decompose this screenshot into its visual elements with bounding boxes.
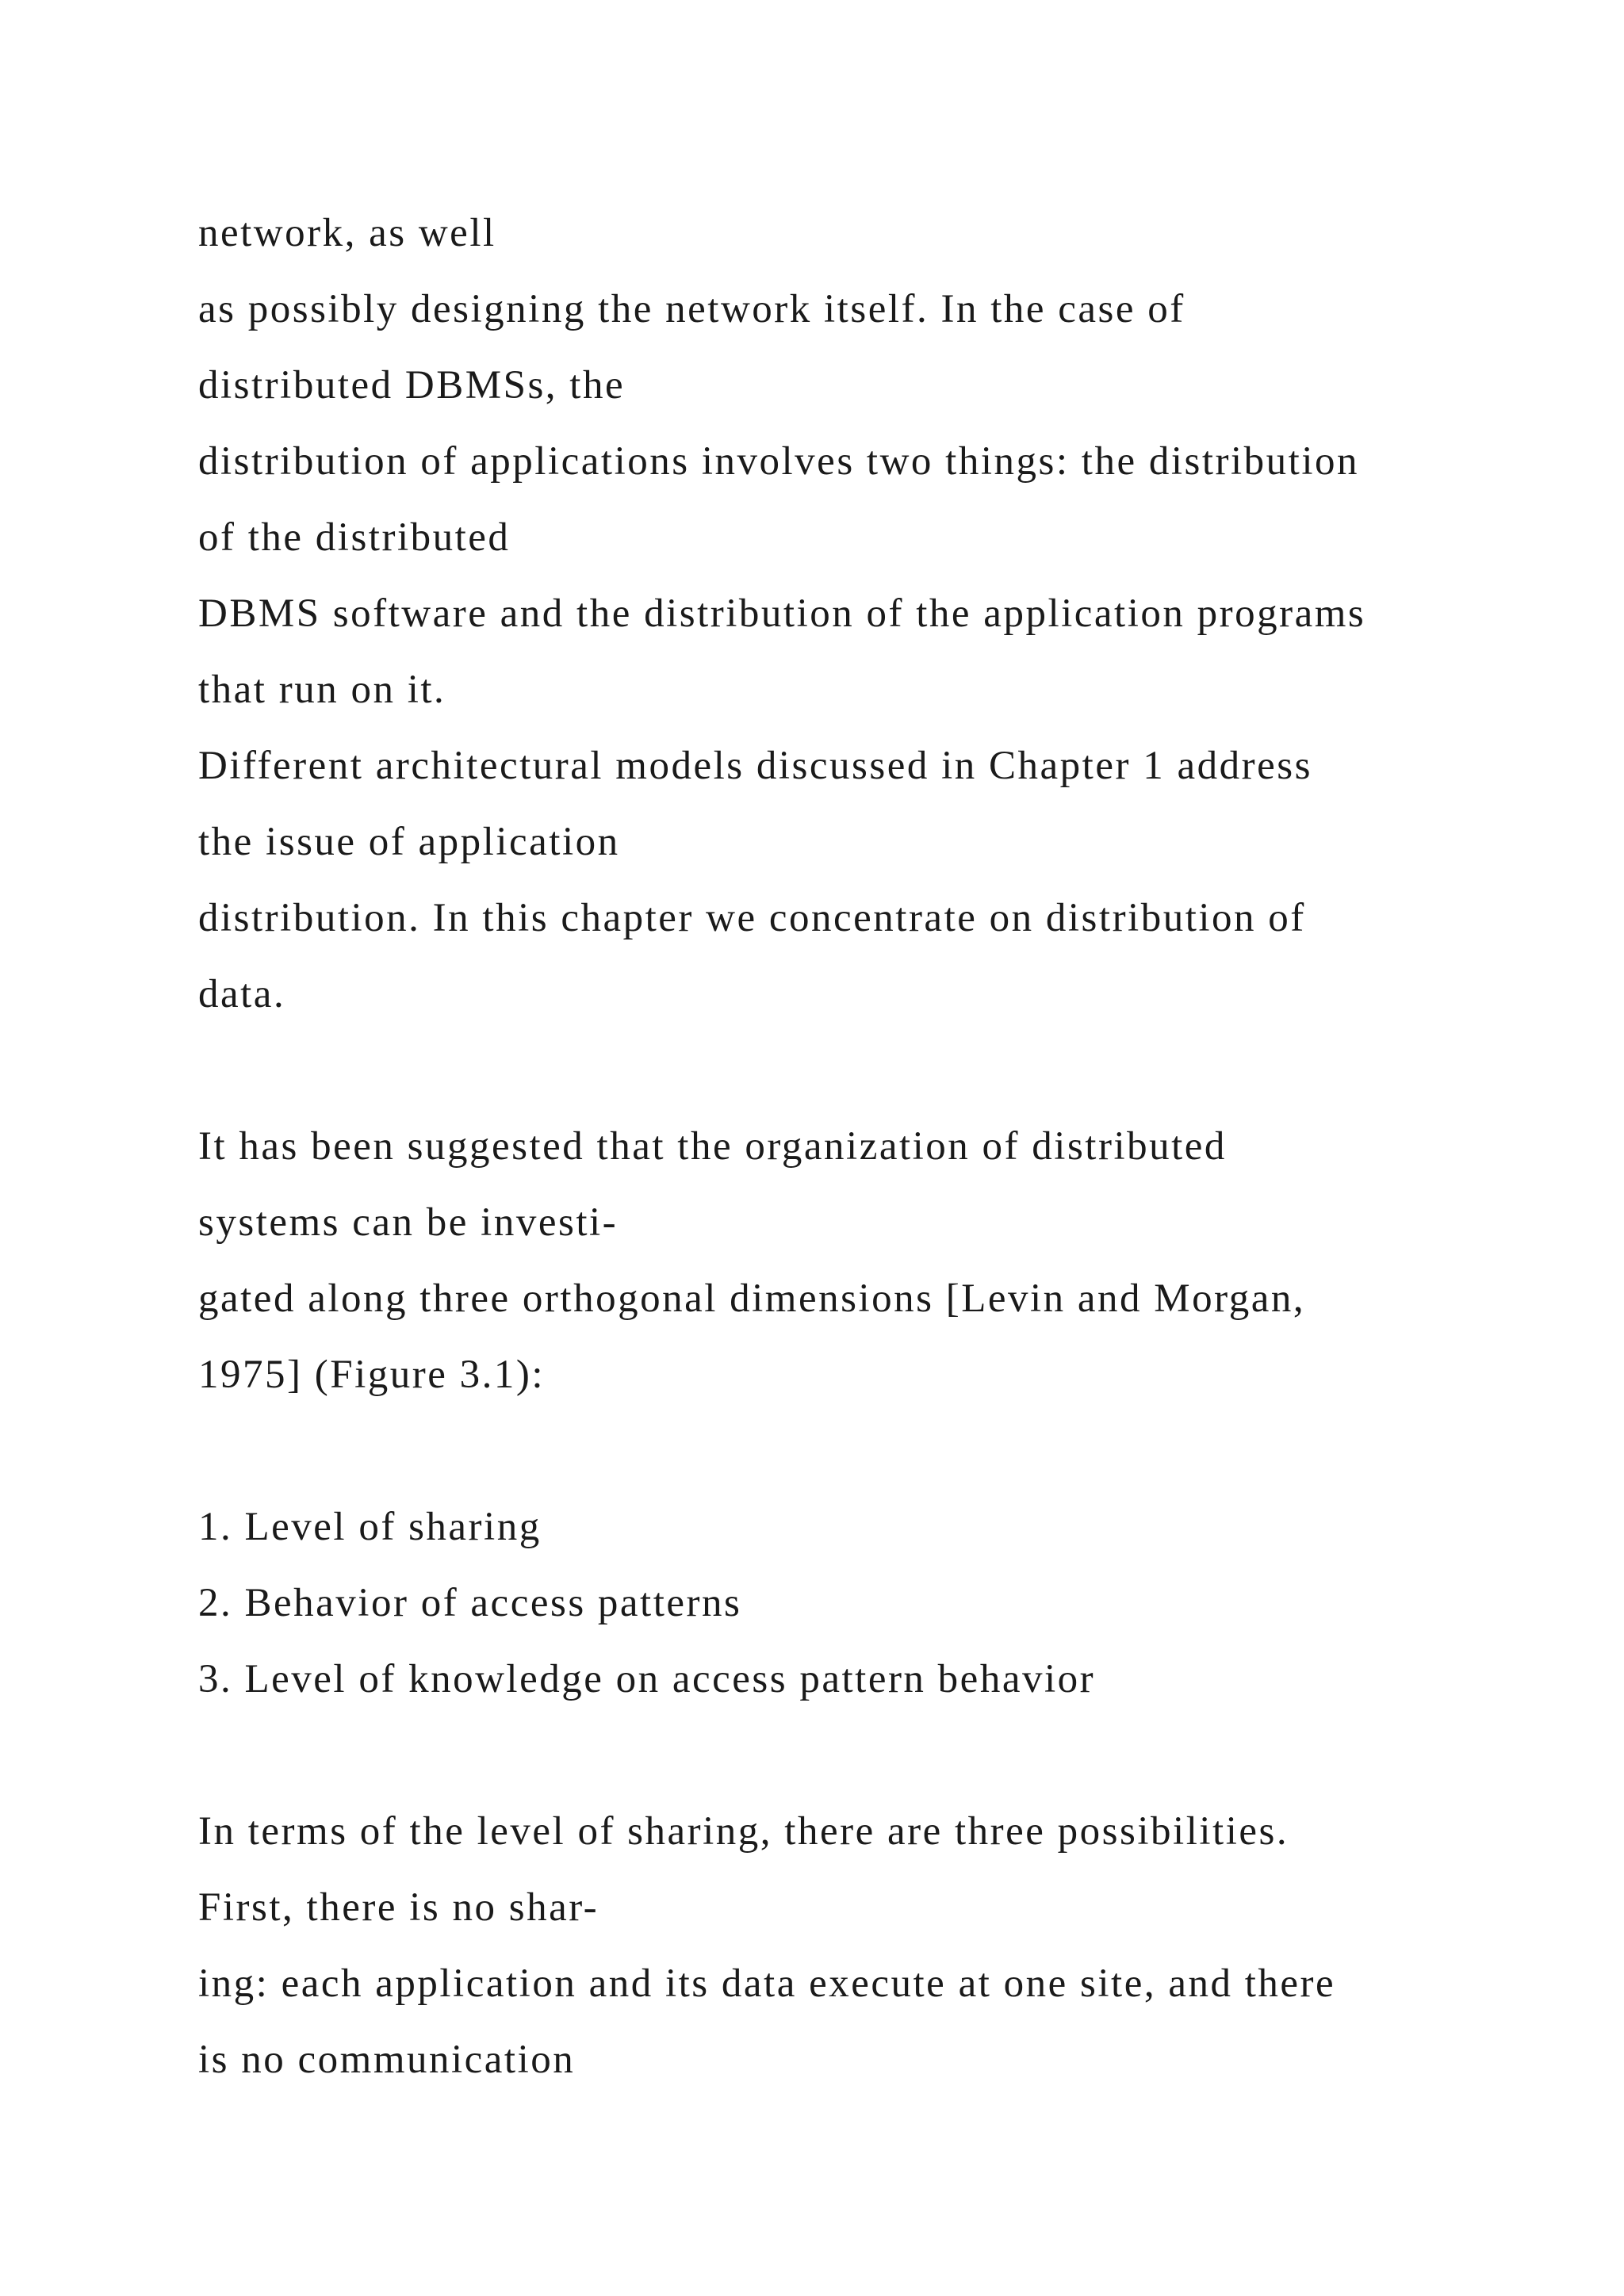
text-line: First, there is no shar- [198,1885,599,1930]
text-line: that run on it. [198,668,446,712]
list-item: 2. Behavior of access patterns [198,1581,742,1625]
text-line: ing: each application and its data execute at one site, and there [198,1961,1336,2006]
text-line: In terms of the level of sharing, there are three possibilities. [198,1809,1289,1854]
text-line: of the distributed [198,515,511,560]
text-line: It has been suggested that the organization of distributed [198,1124,1227,1169]
paragraph-spacer [198,1032,1546,1108]
text-line: systems can be investi- [198,1200,619,1245]
text-line: 1975] (Figure 3.1): [198,1353,546,1397]
text-line: the issue of application [198,820,620,864]
text-line: distribution. In this chapter we concentrate on distribution of [198,896,1306,940]
text-line: distributed DBMSs, the [198,363,626,408]
text-line: gated along three orthogonal dimensions [Levin and Morgan, [198,1276,1306,1321]
text-line: network, as well [198,211,496,255]
text-line: data. [198,972,286,1016]
paragraph [198,1108,1546,1413]
paragraph-spacer [198,1413,1546,1489]
text-line: distribution of applications involves two things: the distribution [198,439,1360,484]
list-item: 1. Level of sharing [198,1505,542,1549]
text-line: DBMS software and the distribution of the application programs [198,591,1366,636]
paragraph [198,195,1546,1032]
list-item: 3. Level of knowledge on access pattern behavior [198,1657,1096,1701]
paragraph-spacer [198,1717,1546,1793]
document-body [198,195,1546,2098]
text-line: as possibly designing the network itself. In the case of [198,287,1185,331]
paragraph [198,1793,1546,2098]
text-line: Different architectural models discussed in Chapter 1 address [198,744,1312,788]
numbered-list [198,1489,1546,1717]
text-line: is no communication [198,2038,576,2082]
